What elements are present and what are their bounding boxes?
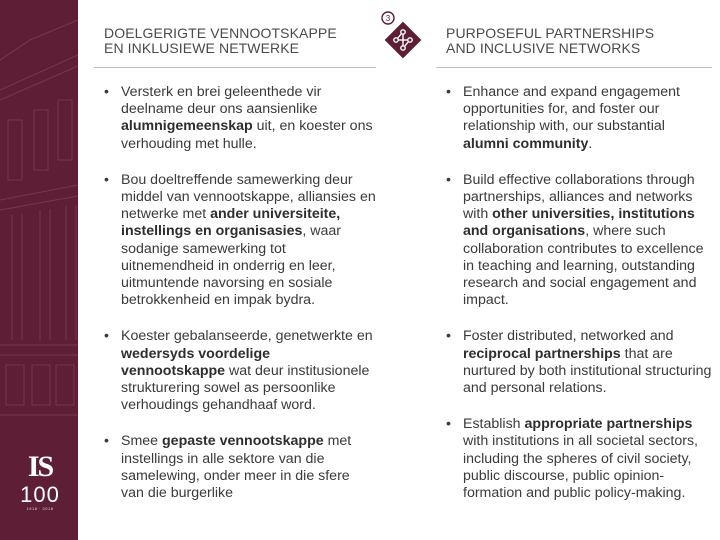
right-heading	[446, 26, 654, 56]
logo-mark: IS	[27, 450, 53, 483]
right-heading-line1: PURPOSEFUL PARTNERSHIPS	[446, 25, 655, 41]
goal-number: 3	[385, 14, 391, 23]
afrikaans-bullet-list	[104, 84, 376, 502]
english-bullet-list	[446, 84, 712, 502]
list-item: • Bou doeltreffende samewerking deur middel van vennootskappe, alliansies en netwerke met ander universiteite, instellings en organisasies, waar sodanige samewerking tot uitnemendheid in onderrig en leer, uitmuntende navorsing en sosiale betrokkenheid en impak bydra.	[104, 172, 376, 310]
handshake-network-icon	[378, 10, 428, 60]
left-heading-line1: DOELGERIGTE VENNOOTSKAPPE	[104, 25, 337, 41]
list-item: • Build effective collaborations through partnerships, alliances and networks with other universities, institutions and organisations, where such collaboration contributes to excellence in teaching and learning, outstanding research and social engagement and impact.	[446, 172, 712, 310]
list-item: • Establish appropriate partnerships with institutions in all societal sectors, including the spheres of civil society, public discourse, public opinion-formation and public policy-making.	[446, 416, 712, 502]
right-divider	[436, 67, 712, 68]
list-item: • Enhance and expand engagement opportunities for, and foster our relationship with, our substantial alumni community.	[446, 84, 712, 153]
left-heading-line2: EN INKLUSIEWE NETWERKE	[104, 40, 300, 56]
right-heading-line2: AND INCLUSIVE NETWORKS	[446, 40, 641, 56]
left-divider	[94, 67, 376, 68]
partnership-goal-icon	[378, 10, 428, 60]
list-item: • Smee gepaste vennootskappe met instellings in alle sektore van die samelewing, onder meer in die sfere van die burgerlike	[104, 433, 376, 502]
list-item: • Foster distributed, networked and reciprocal partnerships that are nurtured by both institutional structuring and personal relations.	[446, 328, 712, 397]
logo-number: 100	[20, 482, 60, 507]
list-item: • Koester gebalanseerde, genetwerkte en wedersyds voordelige vennootskappe wat deur institusionele strukturering sowel as persoonlike verhoudings gehandhaaf word.	[104, 328, 376, 414]
logo-tagline: 1918 · 2018	[26, 506, 54, 511]
university-logo	[14, 452, 66, 512]
list-item: • Versterk en brei geleenthede vir deelname deur ons aansienlike alumnigemeenskap uit, en koester ons verhouding met hulle.	[104, 84, 376, 153]
left-heading	[104, 26, 337, 56]
sidebar-panel	[0, 0, 78, 540]
